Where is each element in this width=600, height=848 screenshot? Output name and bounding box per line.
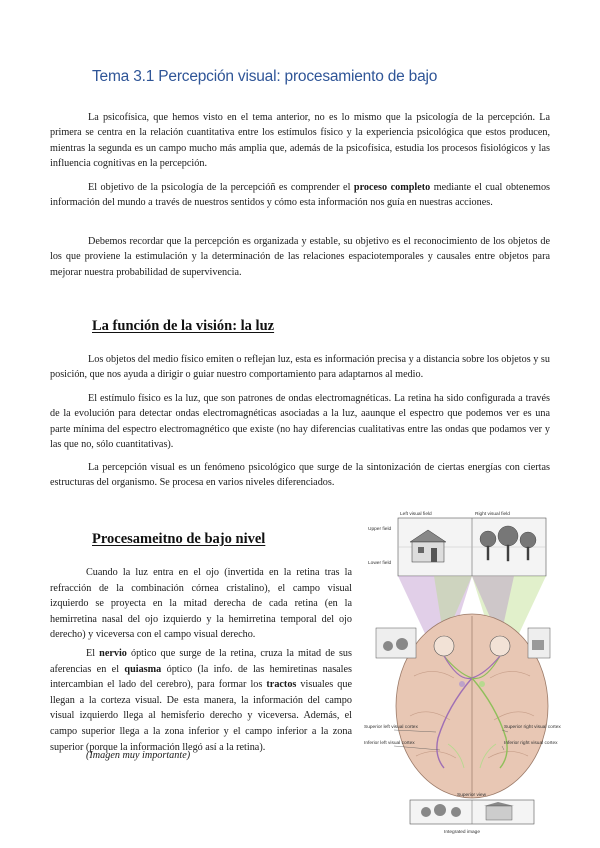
visual-pathway-figure (364, 506, 561, 836)
bajo-p2-bold-nervio: nervio (99, 648, 127, 659)
brain-illustration (396, 614, 548, 798)
page-title: Tema 3.1 Percepción visual: procesamiento de bajo (92, 68, 438, 85)
intro-p2-bold: proceso completo (353, 182, 431, 193)
label-right-visual-field: Right visual field (475, 512, 510, 517)
bajo-p2-bold-quiasma: quiasma (124, 663, 162, 675)
right-eye (490, 636, 510, 656)
label-superior-view: Superior view (457, 793, 487, 798)
intro-paragraph-2 (50, 180, 550, 211)
bajo-paragraph-1: Cuando la luz entra en el ojo (invertida en la retina tras la refracción de la combinación córnea cristalino), el campo visual izquierdo se proyecta en la mitad derecha de cada retina (en la hemirretina nasal del ojo izquierdo y la hemirretina temporal del ojo derecho) y viceversa con el campo visual derecho. (50, 567, 352, 641)
luz-paragraph-2: El estímulo físico es la luz, que son patrones de ondas electromagnéticas. La retina ha sido configurada a través de la evolución para detectar ondas electromagnéticas asociadas a la luz, aaunque el espectro que podemos ver es una parte mínima del espectro electromagnético que existe (no hay diferencias cualitativas entre las ondas que podamos ver y las que no, sólo cuantitativas). (50, 393, 550, 451)
bajo-p2-e: visuales que llegan a la corteza visual. De esta manera, la información del campo visual izquierdo llega al hemisferio derecho y viceversa. Además, el campo superior llega a la zona inferior y el campo inferior a la zona superior (porque la información llegó así a la retina). (50, 679, 352, 753)
bajo-paragraph-2 (50, 646, 352, 755)
bajo-p2-a: El (86, 648, 100, 659)
intro-p2-text-b: mediante el cual obtenemos información del mundo a través de nuestros sentidos y cómo esta información nos guía en nuestras acciones. (50, 182, 551, 209)
retina-image-left (376, 628, 416, 658)
intro-paragraph-3: Debemos recordar que la percepción es organizada y estable, su objetivo es el reconocimiento de los objetos de los que proviene la estimulación y la determinación de las relaciones espaciotemporales y causales entre objetos para mejorar nuestra probabilidad de supervivencia. (50, 236, 550, 278)
label-inferior-left-cortex: Inferior left visual cortex (364, 741, 415, 746)
luz-paragraph-3: La percepción visual es un fenómeno psicológico que surge de la sintonización de ciertas energías con ciertas estructuras del organismo. Se procesa en varios niveles diferenciados. (50, 462, 550, 489)
intro-p2-text-a: El objetivo de la psicología de la percepcióñ es comprender el (88, 182, 354, 193)
intro-paragraph-1: La psicofísica, que hemos visto en el tema anterior, no es lo mismo que la psicología de la percepción. La primera se centra en la relación cuantitativa entre los estímulos físico y la experiencia psicológica que estos producen, mientras la segunda es un campo mucho más amplia que, además de la psicofísica, estudia los procesos fisiológicos y las influencia cognitivas en la percepción. (50, 112, 550, 170)
left-eye (434, 636, 454, 656)
bajo-p2-bold-tractos: tractos (266, 679, 297, 691)
bajo-p2-d: óptico (la info. de las hemiretinas nasales intercambian el lado del cerebro), para formar los (50, 663, 352, 691)
label-integrated-image: Integrated image (444, 830, 481, 835)
label-superior-left-cortex: Superior left visual cortex (364, 725, 418, 730)
label-upper-field: Upper field (368, 527, 392, 532)
section-heading-bajo-nivel: Procesameitno de bajo nivel (92, 531, 266, 547)
section-heading-luz: La función de la visión: la luz (92, 318, 275, 334)
bajo-p2-c: óptico que surge de la retina, cruza la mitad de sus aferencias en el (50, 648, 352, 675)
figure-caption-note: (Imagen muy importante) (86, 750, 191, 761)
label-inferior-right-cortex: Inferior right visual cortex (504, 741, 558, 746)
luz-paragraph-1: Los objetos del medio físico emiten o reflejan luz, esta es información precisa y a distancia sobre los objetos y su posición, que nos ayuda a dirigir o guiar nuestro comportamiento para adaptarnos al medio. (50, 354, 550, 381)
label-lower-field: Lower field (368, 561, 392, 566)
label-left-visual-field: Left visual field (400, 512, 432, 517)
label-superior-right-cortex: Superior right visual cortex (504, 725, 561, 730)
